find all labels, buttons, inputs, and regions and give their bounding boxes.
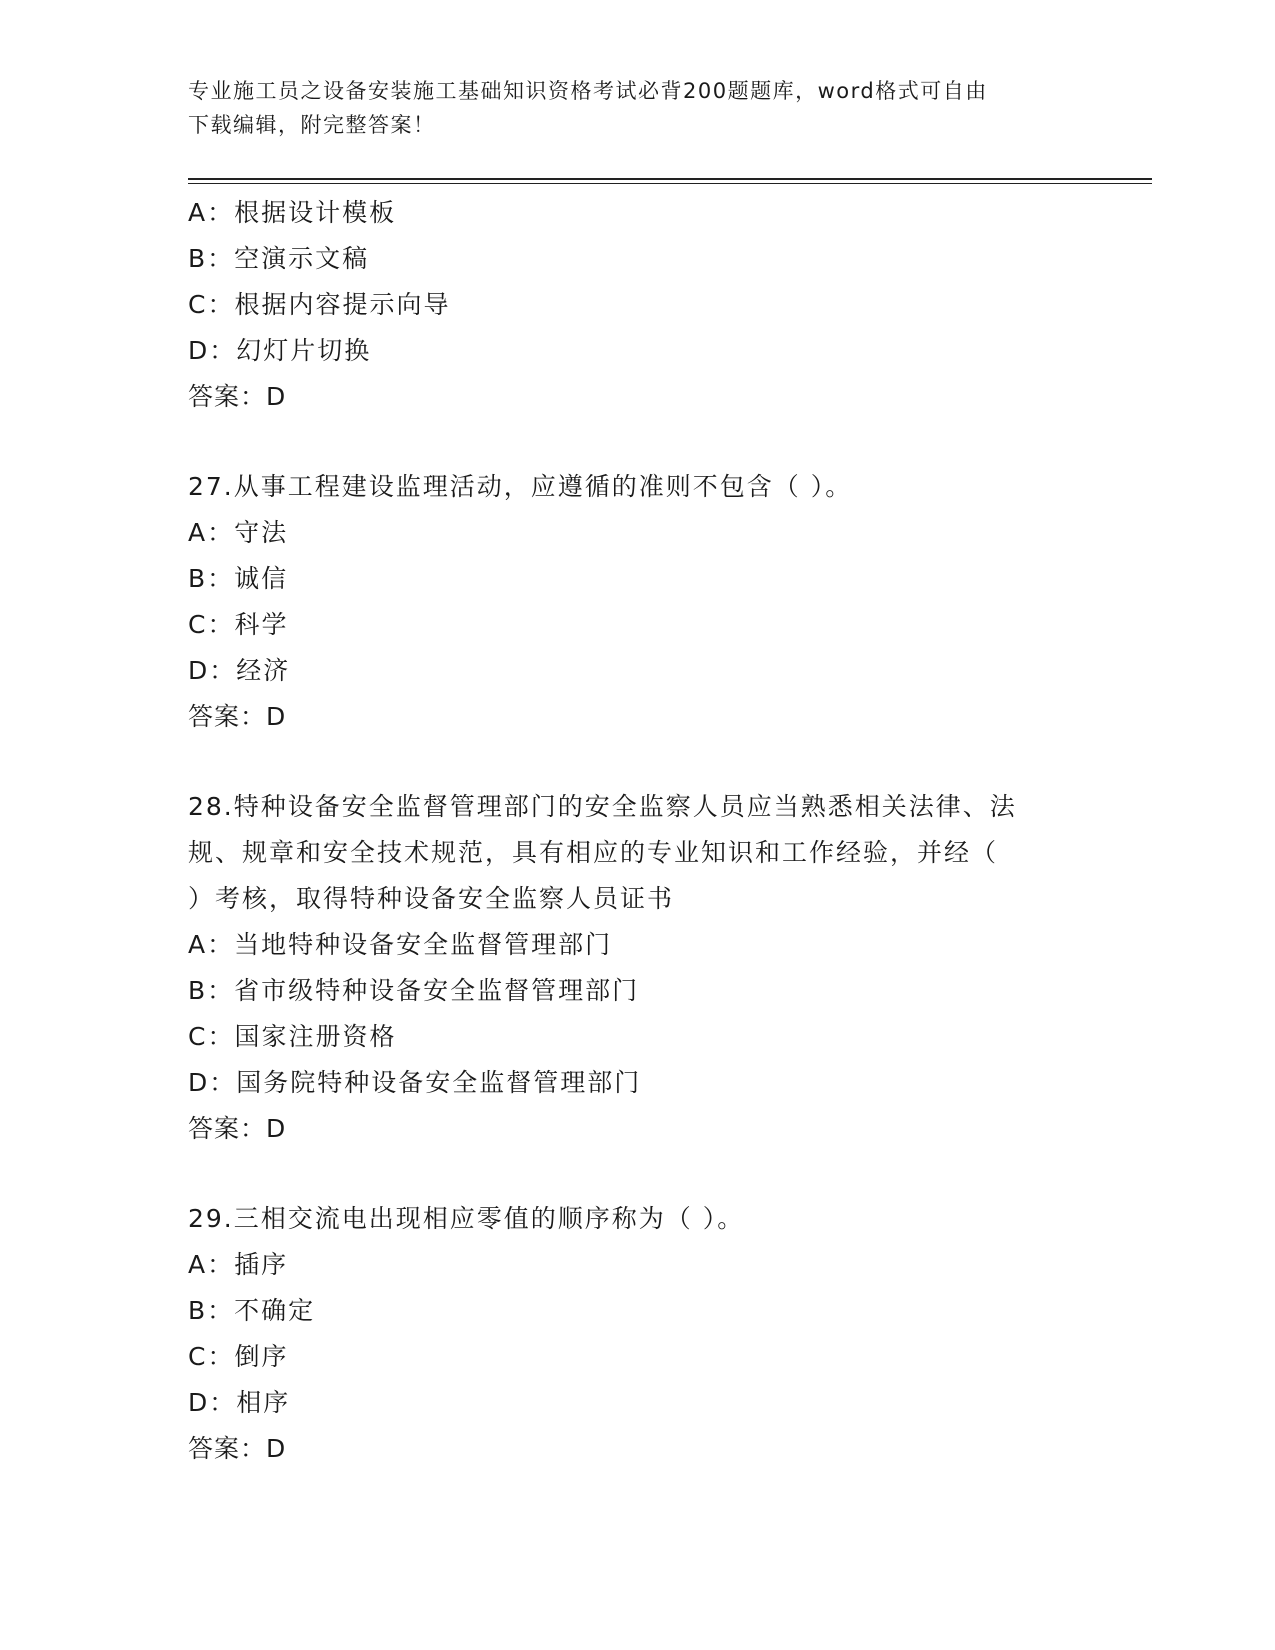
- question-block-27: [188, 464, 1088, 740]
- option-d: D：相序: [188, 1388, 291, 1417]
- header-line-1: 专业施工员之设备安装施工基础知识资格考试必背200题题库，word格式可自由: [188, 79, 988, 103]
- option-b: B：诚信: [188, 564, 289, 593]
- option-b: B：不确定: [188, 1296, 316, 1325]
- question-block-prev: [188, 190, 1088, 420]
- question-block-29: [188, 1196, 1088, 1472]
- answer-line: 答案：D: [188, 1114, 287, 1143]
- option-d: D：国务院特种设备安全监督管理部门: [188, 1068, 642, 1097]
- option-a: A：插序: [188, 1250, 289, 1279]
- option-c: C：国家注册资格: [188, 1022, 397, 1051]
- question-stem-line-2: 规、规章和安全技术规范，具有相应的专业知识和工作经验，并经（: [188, 838, 999, 867]
- question-stem: 29.三相交流电出现相应零值的顺序称为（ ）。: [188, 1204, 745, 1233]
- option-d: D：幻灯片切换: [188, 336, 372, 365]
- header-rule-thin: [188, 183, 1152, 184]
- option-a: A：根据设计模板: [188, 198, 397, 227]
- question-stem-line-1: 28.特种设备安全监督管理部门的安全监察人员应当熟悉相关法律、法: [188, 792, 1017, 821]
- question-stem: 27.从事工程建设监理活动，应遵循的准则不包含（ ）。: [188, 472, 853, 501]
- option-c: C：倒序: [188, 1342, 289, 1371]
- document-header: [188, 74, 1068, 142]
- answer-line: 答案：D: [188, 1434, 287, 1463]
- option-a: A：守法: [188, 518, 289, 547]
- option-b: B：空演示文稿: [188, 244, 370, 273]
- option-d: D：经济: [188, 656, 291, 685]
- option-c: C：科学: [188, 610, 289, 639]
- option-b: B：省市级特种设备安全监督管理部门: [188, 976, 640, 1005]
- answer-line: 答案：D: [188, 382, 287, 411]
- header-rule-thick: [188, 178, 1152, 180]
- question-list: [188, 190, 1088, 1472]
- header-line-2: 下载编辑，附完整答案！: [188, 113, 436, 137]
- option-c: C：根据内容提示向导: [188, 290, 451, 319]
- option-a: A：当地特种设备安全监督管理部门: [188, 930, 613, 959]
- question-stem-line-3: ）考核，取得特种设备安全监察人员证书: [188, 884, 675, 913]
- answer-line: 答案：D: [188, 702, 287, 731]
- question-block-28: [188, 784, 1088, 1152]
